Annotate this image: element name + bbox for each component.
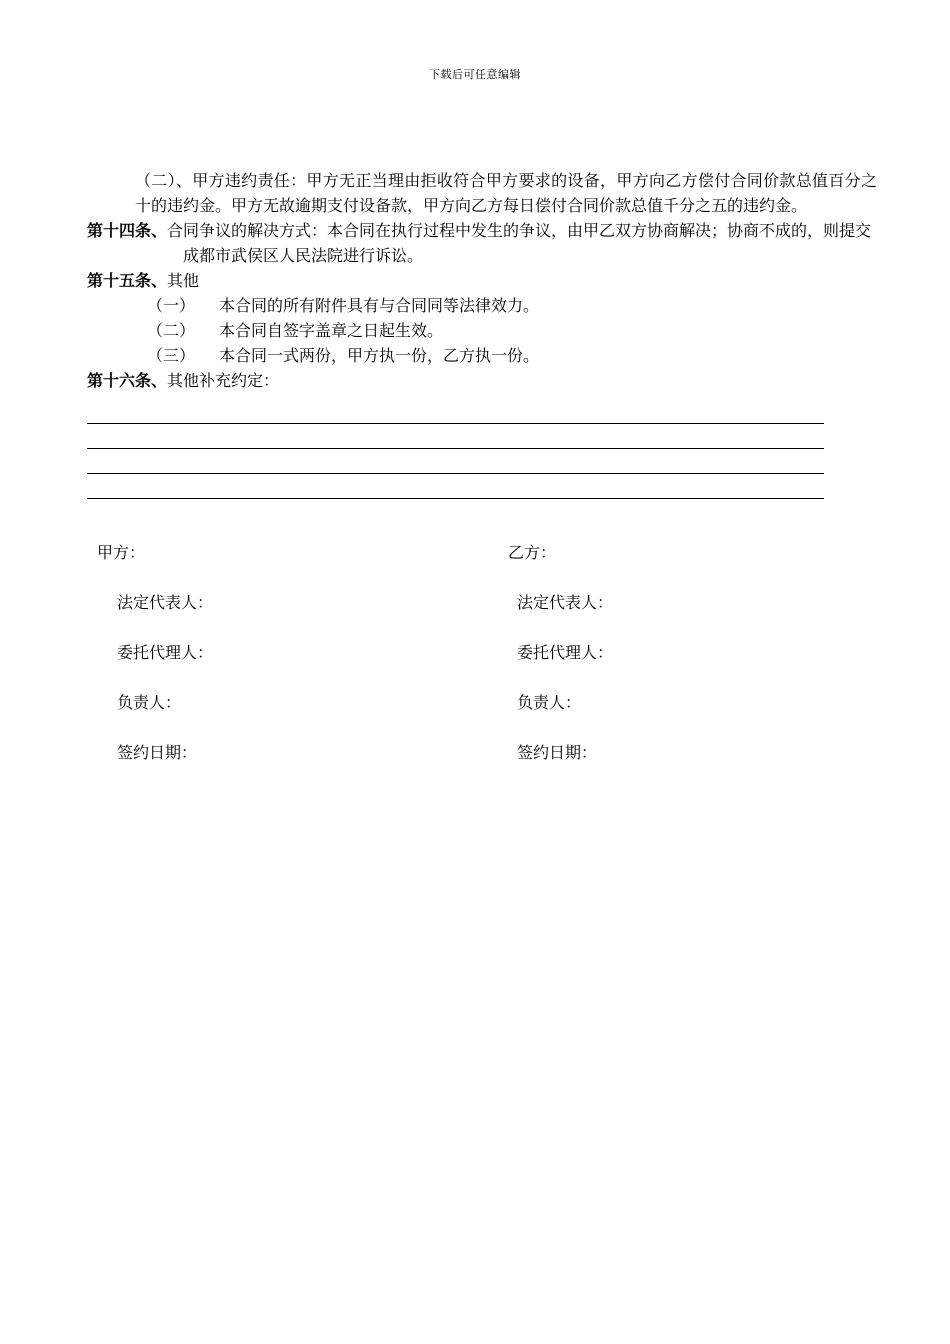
party-a-agent: 委托代理人：: [117, 643, 214, 662]
party-a-legal-rep: 法定代表人：: [117, 593, 214, 612]
article-15-item-1: [87, 293, 877, 318]
item-text: 本合同自签字盖章之日起生效。: [219, 321, 444, 340]
article-14-body: 合同争议的解决方式：本合同在执行过程中发生的争议，由甲乙双方协商解决；协商不成的，则提交成都市武侯区人民法院进行诉讼。: [167, 221, 872, 265]
blank-line[interactable]: [87, 474, 824, 499]
breach-clause-party-a: （二）、甲方违约责任：甲方无正当理由拒收符合甲方要求的设备，甲方向乙方偿付合同价款总值百分之十的违约金。甲方无故逾期支付设备款，甲方向乙方每日偿付合同价款总值千分之五的违约金。: [135, 171, 877, 215]
blank-line[interactable]: [87, 424, 824, 449]
article-16-body: 其他补充约定：: [167, 371, 280, 390]
party-a-signature: [97, 540, 213, 790]
party-a-label: 甲方：: [97, 543, 146, 562]
party-b-date: 签约日期：: [517, 743, 598, 762]
party-b-signature: [508, 540, 613, 790]
article-14: [87, 218, 877, 268]
blank-line[interactable]: [87, 399, 824, 424]
page-header-note: 下载后可任意编辑: [429, 68, 521, 81]
article-15-item-3: [87, 343, 877, 368]
item-number: （三）: [147, 346, 196, 365]
party-b-legal-rep: 法定代表人：: [517, 593, 614, 612]
party-b-label: 乙方：: [508, 543, 557, 562]
party-b-agent: 委托代理人：: [517, 643, 614, 662]
article-16-title: 第十六条、: [87, 371, 168, 390]
party-a-person-in-charge: 负责人：: [117, 693, 182, 712]
article-16: [87, 368, 877, 393]
contract-body: [87, 168, 877, 499]
item-text: 本合同的所有附件具有与合同同等法律效力。: [219, 296, 540, 315]
article-15: [87, 268, 877, 293]
party-b-person-in-charge: 负责人：: [517, 693, 582, 712]
item-text: 本合同一式两份，甲方执一份，乙方执一份。: [219, 346, 540, 365]
supplementary-blank-lines: [87, 399, 824, 499]
party-a-date: 签约日期：: [117, 743, 198, 762]
blank-line[interactable]: [87, 449, 824, 474]
article-15-title: 第十五条、: [87, 271, 168, 290]
article-15-body: 其他: [167, 271, 200, 290]
item-number: （一）: [147, 296, 196, 315]
article-14-title: 第十四条、: [87, 221, 168, 240]
article-15-item-2: [87, 318, 877, 343]
item-number: （二）: [147, 321, 196, 340]
